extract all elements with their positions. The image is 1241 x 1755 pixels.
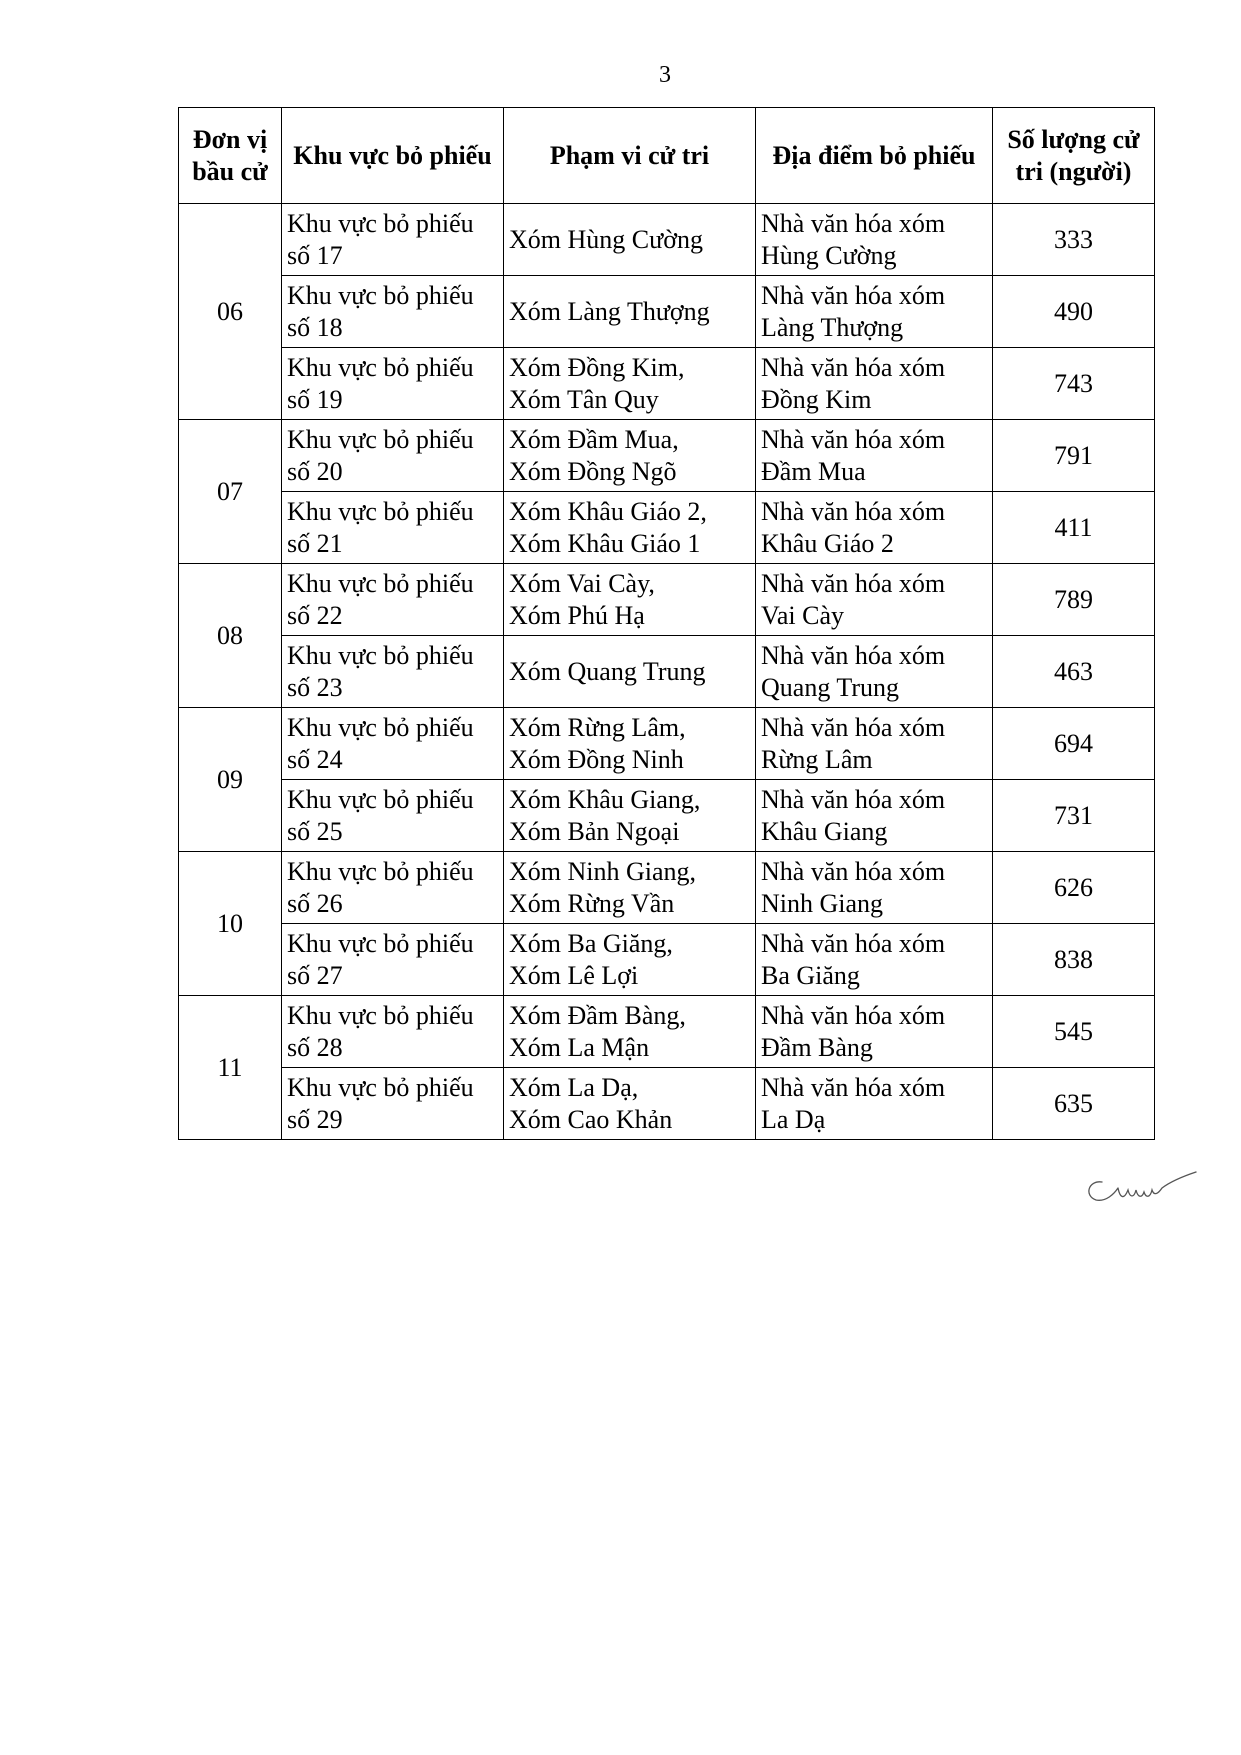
- cell-place-line: Đầm Mua: [761, 456, 866, 486]
- cell-scope-line: Xóm Ba Giăng,: [509, 928, 673, 958]
- cell-area: [282, 996, 504, 1068]
- table-row: [179, 780, 1155, 852]
- cell-place-line: Nhà văn hóa xóm: [761, 352, 946, 382]
- table-row: [179, 708, 1155, 780]
- cell-place: [756, 276, 993, 348]
- cell-scope-line: Xóm Phú Hạ: [509, 600, 645, 630]
- handwritten-signature-icon: [1080, 1168, 1200, 1208]
- cell-scope-line: Xóm Làng Thượng: [509, 296, 710, 326]
- cell-place: [756, 852, 993, 924]
- cell-count: 789: [993, 564, 1155, 636]
- cell-scope: [504, 852, 756, 924]
- cell-count: 463: [993, 636, 1155, 708]
- cell-place: [756, 708, 993, 780]
- cell-scope: [504, 492, 756, 564]
- cell-count: 490: [993, 276, 1155, 348]
- cell-place-line: Vai Cày: [761, 600, 845, 630]
- cell-scope: [504, 780, 756, 852]
- cell-place-line: Hùng Cường: [761, 240, 897, 270]
- cell-scope: [504, 708, 756, 780]
- cell-area-line: số 21: [287, 528, 343, 558]
- cell-unit: 08: [179, 564, 282, 708]
- cell-unit: 11: [179, 996, 282, 1140]
- table-row: [179, 1068, 1155, 1140]
- cell-count: 635: [993, 1068, 1155, 1140]
- cell-place-line: Nhà văn hóa xóm: [761, 424, 946, 454]
- polling-areas-table: [178, 107, 1155, 1140]
- cell-unit: 07: [179, 420, 282, 564]
- header-scope: Phạm vi cử tri: [504, 108, 756, 204]
- table-header-row: [179, 108, 1155, 204]
- cell-scope-line: Xóm Bản Ngoại: [509, 816, 680, 846]
- cell-scope-line: Xóm Đồng Kim,: [509, 352, 685, 382]
- header-count: Số lượng cử tri (người): [993, 108, 1155, 204]
- cell-scope-line: Xóm Khâu Giáo 1: [509, 528, 701, 558]
- cell-place: [756, 924, 993, 996]
- cell-area-line: số 17: [287, 240, 343, 270]
- table-row: [179, 492, 1155, 564]
- cell-place-line: Khâu Giáo 2: [761, 528, 894, 558]
- cell-area: [282, 276, 504, 348]
- cell-count: 743: [993, 348, 1155, 420]
- cell-area-line: Khu vực bỏ phiếu: [287, 640, 474, 670]
- cell-area: [282, 636, 504, 708]
- cell-place-line: Nhà văn hóa xóm: [761, 280, 946, 310]
- cell-area-line: số 29: [287, 1104, 343, 1134]
- header-area: Khu vực bỏ phiếu: [282, 108, 504, 204]
- cell-area-line: số 26: [287, 888, 343, 918]
- cell-place-line: Đầm Bàng: [761, 1032, 873, 1062]
- cell-scope-line: Xóm Rừng Vần: [509, 888, 675, 918]
- cell-unit: 06: [179, 204, 282, 420]
- cell-area-line: Khu vực bỏ phiếu: [287, 1000, 474, 1030]
- cell-place-line: Nhà văn hóa xóm: [761, 712, 946, 742]
- cell-scope: [504, 204, 756, 276]
- cell-area: [282, 1068, 504, 1140]
- cell-scope-line: Xóm Rừng Lâm,: [509, 712, 686, 742]
- table-row: [179, 348, 1155, 420]
- cell-area-line: số 22: [287, 600, 343, 630]
- cell-area-line: số 20: [287, 456, 343, 486]
- table-row: [179, 564, 1155, 636]
- cell-scope-line: Xóm Đồng Ngõ: [509, 456, 677, 486]
- header-place: Địa điểm bỏ phiếu: [756, 108, 993, 204]
- cell-scope-line: Xóm Đồng Ninh: [509, 744, 684, 774]
- cell-area-line: Khu vực bỏ phiếu: [287, 280, 474, 310]
- cell-scope: [504, 348, 756, 420]
- cell-count: 694: [993, 708, 1155, 780]
- cell-area-line: Khu vực bỏ phiếu: [287, 208, 474, 238]
- table-row: [179, 924, 1155, 996]
- cell-count: 791: [993, 420, 1155, 492]
- cell-scope: [504, 996, 756, 1068]
- table-row: [179, 204, 1155, 276]
- cell-place-line: Nhà văn hóa xóm: [761, 496, 946, 526]
- cell-area: [282, 204, 504, 276]
- cell-area-line: số 19: [287, 384, 343, 414]
- cell-area-line: số 25: [287, 816, 343, 846]
- cell-area-line: Khu vực bỏ phiếu: [287, 856, 474, 886]
- cell-area-line: Khu vực bỏ phiếu: [287, 928, 474, 958]
- cell-scope: [504, 420, 756, 492]
- cell-place-line: Nhà văn hóa xóm: [761, 928, 946, 958]
- cell-scope: [504, 564, 756, 636]
- cell-place: [756, 204, 993, 276]
- cell-place-line: Đồng Kim: [761, 384, 872, 414]
- cell-area-line: Khu vực bỏ phiếu: [287, 568, 474, 598]
- cell-place-line: Quang Trung: [761, 672, 899, 702]
- cell-scope-line: Xóm La Mận: [509, 1032, 650, 1062]
- cell-area-line: Khu vực bỏ phiếu: [287, 352, 474, 382]
- table-body: [179, 204, 1155, 1140]
- cell-place-line: Nhà văn hóa xóm: [761, 640, 946, 670]
- cell-unit: 10: [179, 852, 282, 996]
- cell-area: [282, 924, 504, 996]
- cell-area-line: Khu vực bỏ phiếu: [287, 424, 474, 454]
- table-row: [179, 636, 1155, 708]
- cell-scope-line: Xóm Vai Cày,: [509, 568, 655, 598]
- cell-place-line: Nhà văn hóa xóm: [761, 1072, 946, 1102]
- cell-area-line: số 23: [287, 672, 343, 702]
- cell-area: [282, 492, 504, 564]
- cell-place: [756, 996, 993, 1068]
- cell-place: [756, 636, 993, 708]
- cell-count: 411: [993, 492, 1155, 564]
- cell-area: [282, 564, 504, 636]
- cell-place: [756, 420, 993, 492]
- cell-count: 626: [993, 852, 1155, 924]
- cell-place-line: Rừng Lâm: [761, 744, 873, 774]
- cell-area: [282, 420, 504, 492]
- cell-scope-line: Xóm Ninh Giang,: [509, 856, 697, 886]
- cell-scope: [504, 1068, 756, 1140]
- cell-area-line: Khu vực bỏ phiếu: [287, 496, 474, 526]
- cell-place-line: La Dạ: [761, 1104, 826, 1134]
- cell-place: [756, 492, 993, 564]
- cell-area: [282, 348, 504, 420]
- cell-place-line: Nhà văn hóa xóm: [761, 568, 946, 598]
- table-row: [179, 996, 1155, 1068]
- cell-area-line: số 28: [287, 1032, 343, 1062]
- cell-scope-line: Xóm La Dạ,: [509, 1072, 639, 1102]
- cell-area-line: Khu vực bỏ phiếu: [287, 784, 474, 814]
- cell-scope: [504, 276, 756, 348]
- cell-place: [756, 780, 993, 852]
- cell-scope-line: Xóm Lê Lợi: [509, 960, 639, 990]
- cell-place: [756, 564, 993, 636]
- cell-count: 545: [993, 996, 1155, 1068]
- cell-place-line: Nhà văn hóa xóm: [761, 784, 946, 814]
- table-row: [179, 852, 1155, 924]
- cell-place-line: Khâu Giang: [761, 816, 888, 846]
- cell-area: [282, 852, 504, 924]
- cell-area-line: Khu vực bỏ phiếu: [287, 1072, 474, 1102]
- cell-place: [756, 348, 993, 420]
- cell-scope-line: Xóm Hùng Cường: [509, 224, 703, 254]
- cell-scope-line: Xóm Tân Quy: [509, 384, 659, 414]
- cell-place-line: Ba Giăng: [761, 960, 860, 990]
- cell-count: 731: [993, 780, 1155, 852]
- cell-unit: 09: [179, 708, 282, 852]
- cell-place-line: Nhà văn hóa xóm: [761, 1000, 946, 1030]
- cell-scope: [504, 636, 756, 708]
- cell-place-line: Ninh Giang: [761, 888, 884, 918]
- cell-place-line: Nhà văn hóa xóm: [761, 856, 946, 886]
- cell-scope-line: Xóm Quang Trung: [509, 656, 706, 686]
- cell-scope: [504, 924, 756, 996]
- cell-scope-line: Xóm Đầm Bàng,: [509, 1000, 686, 1030]
- page-number: 3: [659, 62, 671, 88]
- table-row: [179, 420, 1155, 492]
- cell-area-line: số 27: [287, 960, 343, 990]
- cell-area: [282, 780, 504, 852]
- cell-place-line: Nhà văn hóa xóm: [761, 208, 946, 238]
- cell-area-line: số 18: [287, 312, 343, 342]
- cell-area-line: Khu vực bỏ phiếu: [287, 712, 474, 742]
- cell-place-line: Làng Thượng: [761, 312, 904, 342]
- cell-scope-line: Xóm Cao Khản: [509, 1104, 673, 1134]
- cell-scope-line: Xóm Khâu Giáo 2,: [509, 496, 707, 526]
- cell-scope-line: Xóm Khâu Giang,: [509, 784, 701, 814]
- table-row: [179, 276, 1155, 348]
- cell-place: [756, 1068, 993, 1140]
- cell-area: [282, 708, 504, 780]
- cell-count: 333: [993, 204, 1155, 276]
- cell-area-line: số 24: [287, 744, 343, 774]
- cell-count: 838: [993, 924, 1155, 996]
- cell-scope-line: Xóm Đầm Mua,: [509, 424, 679, 454]
- header-unit: Đơn vị bầu cử: [179, 108, 282, 204]
